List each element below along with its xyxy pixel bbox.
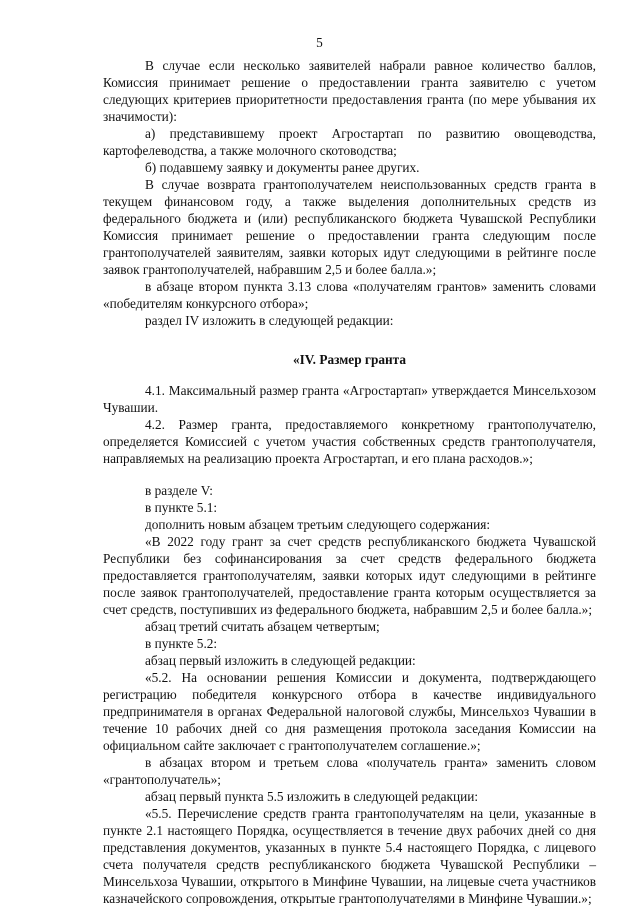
paragraph-4-1: 4.1. Максимальный размер гранта «Агростартап» утверждается Минсельхозом Чувашии. (103, 383, 596, 415)
paragraph-grant-return: В случае возврата грантополучателем неиспользованных средств гранта в текущем финансовом году, а также выделения дополнительных средств из федерального бюджета и (или) республиканского бюджета Чувашской Республики Комиссия принимает решение о предоставлении гранта следующим после грантополучателей заявителям, заявки которых идут следующими в рейтинге после заявок грантополучателей, набравшим 2,5 и более балла.»; (103, 177, 596, 277)
section-heading: «IV. Размер гранта (292, 352, 407, 367)
paragraph-criterion-a: а) представившему проект Агростартап по развитию овощеводства, картофелеводства, а также молочного скотоводства; (103, 126, 596, 158)
paragraph-5-2-text: «5.2. На основании решения Комиссии и документа, подтверждающего регистрацию победителя конкурсного отбора в качестве индивидуального предпринимателя в органах Федеральной налоговой службы, Минсельхоз Чувашии в течение 10 рабочих дней со дня размещения протокола заседания Комиссии на официальном сайте заключает с грантополучателем соглашение.»; (103, 670, 596, 753)
paragraph-renumber: абзац третий считать абзацем четвертым; (145, 619, 380, 634)
paragraph-replace-words: в абзацах втором и третьем слова «получатель гранта» заменить словом «грантополучатель»; (103, 755, 596, 787)
paragraph-4-2: 4.2. Размер гранта, предоставляемого конкретному грантополучателю, определяется Комиссией с учетом участия собственных средств грантополучателя, направляемых на реализацию проекта Агростартап, и его плана расходов.»; (103, 417, 596, 466)
paragraph-section-iv-intro: раздел IV изложить в следующей редакции: (145, 313, 394, 328)
page-number: 5 (316, 35, 323, 50)
paragraph-point-5-2: в пункте 5.2: (145, 636, 218, 651)
paragraph-5-5-text: «5.5. Перечисление средств гранта грантополучателям на цели, указанные в пункте 2.1 настоящего Порядка, осуществляется в течение двух рабочих дней со дня представления документов, указанных в пункте 5.4 настоящего Порядка, с лицевого счета получателя средств республиканского бюджета Чувашской Республики – Минсельхоза Чувашии, открытого в Минфине Чувашии, на лицевые счета участников казначейского сопровождения, открытые грантополучателями в Минфине Чувашии.»; (103, 806, 596, 906)
paragraph-point-5-1: в пункте 5.1: (145, 500, 218, 515)
paragraph-first-new-edition: абзац первый изложить в следующей редакции: (145, 653, 416, 668)
paragraph-equal-scores: В случае если несколько заявителей набрали равное количество баллов, Комиссия принимает решение о предоставлении гранта заявителю с учетом следующих критериев приоритетности предоставления гранта (по мере убывания их значимости): (103, 58, 596, 124)
paragraph-add-third: дополнить новым абзацем третьим следующего содержания: (145, 517, 491, 532)
paragraph-amend-3-13: в абзаце втором пункта 3.13 слова «получателям грантов» заменить словами «победителям конкурсного отбора»; (103, 279, 596, 311)
paragraph-criterion-b: б) подавшему заявку и документы ранее других. (145, 160, 420, 175)
paragraph-5-5-intro: абзац первый пункта 5.5 изложить в следующей редакции: (145, 789, 479, 804)
paragraph-section-v: в разделе V: (145, 483, 214, 498)
paragraph-2022-grant: «В 2022 году грант за счет средств республиканского бюджета Чувашской Республики без софинансирования за счет средств федерального бюджета предоставляется грантополучателям, заявки которых идут следующими в рейтинге после заявок грантополучателей, предоставление гранта которым осуществляется за счет средств, поступивших из федерального бюджета, набравшим 2,5 и более балла.»; (103, 534, 596, 617)
